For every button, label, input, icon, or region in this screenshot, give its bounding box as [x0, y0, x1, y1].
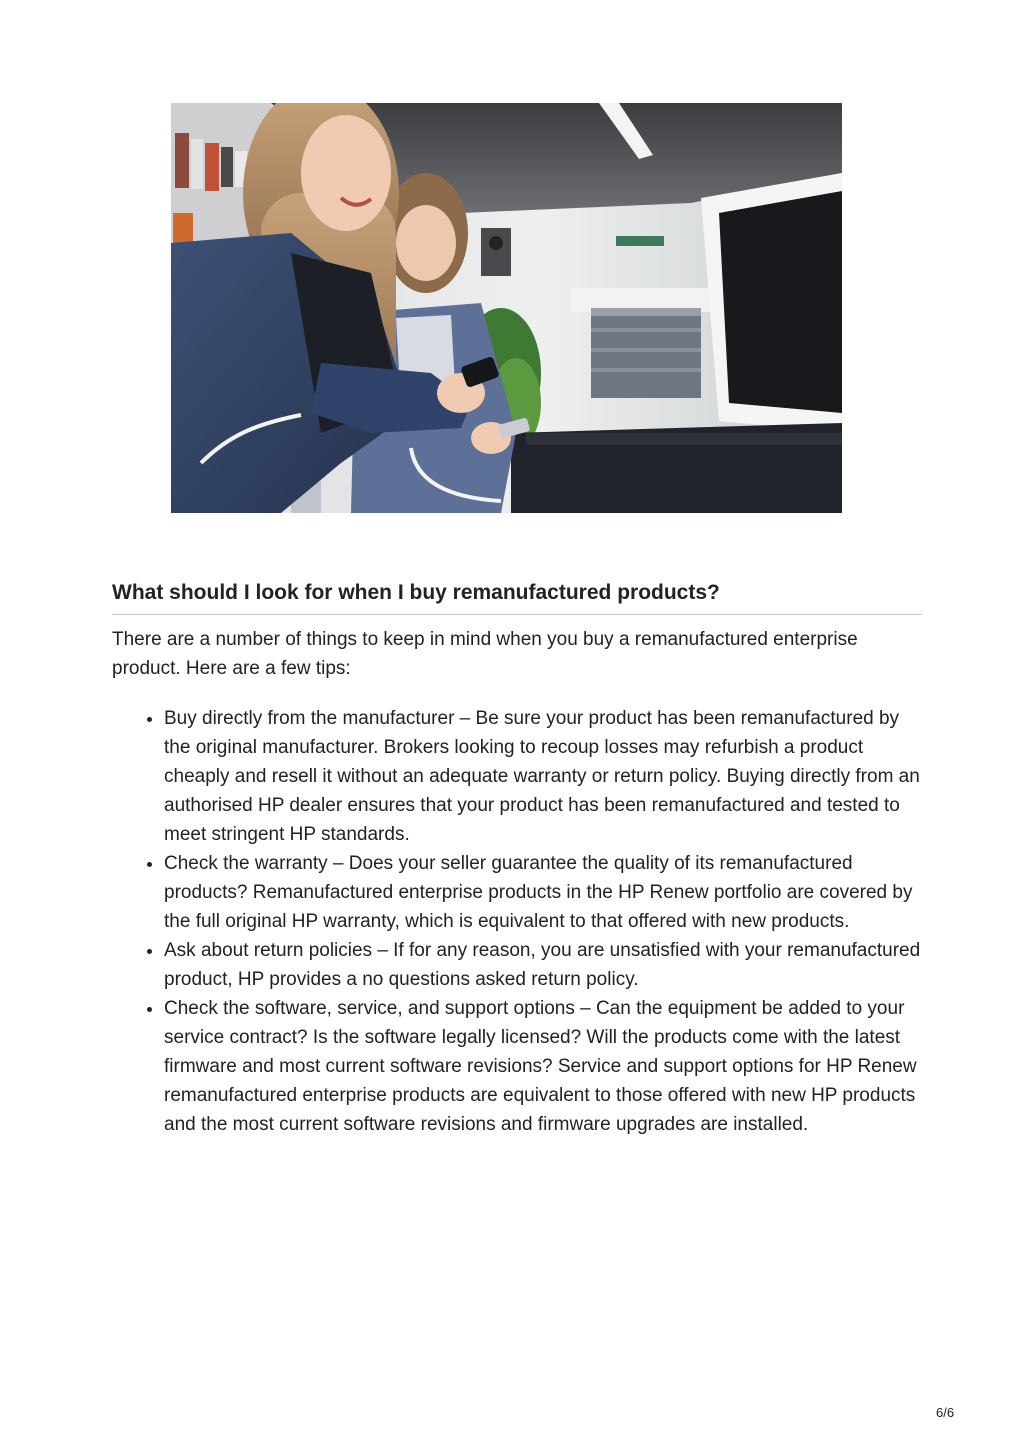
- photo-illustration: [171, 103, 842, 513]
- intro-paragraph: There are a number of things to keep in mind when you buy a remanufactured enterprise product. Here are a few tips:: [112, 629, 858, 679]
- list-item: • Ask about return policies – If for any reason, you are unsatisfied with your remanufactured product, HP provides a no questions asked return policy.: [164, 936, 922, 994]
- hero-photo: [171, 103, 842, 513]
- list-item: • Check the warranty – Does your seller guarantee the quality of its remanufactured products? Remanufactured enterprise products in the HP Renew portfolio are covered by the full original HP warranty, which is equivalent to that offered with new products.: [164, 849, 922, 936]
- list-item: • Check the software, service, and support options – Can the equipment be added to your service contract? Is the software legally licensed? Will the products come with the latest firmware and most current software revisions? Service and support options for HP Renew remanufactured enterprise products are equivalent to those offered with new HP products and the most current software revisions and firmware upgrades are installed.: [164, 994, 922, 1139]
- section-heading: What should I look for when I buy remanufactured products?: [112, 581, 720, 604]
- heading-divider: [112, 614, 922, 615]
- page-number: 6/6: [936, 1405, 955, 1420]
- tips-list: [112, 704, 922, 1139]
- list-item: • Buy directly from the manufacturer – Be sure your product has been remanufactured by the original manufacturer. Brokers looking to recoup losses may refurbish a product cheaply and resell it without an adequate warranty or return policy. Buying directly from an authorised HP dealer ensures that your product has been remanufactured and tested to meet stringent HP standards.: [164, 704, 922, 849]
